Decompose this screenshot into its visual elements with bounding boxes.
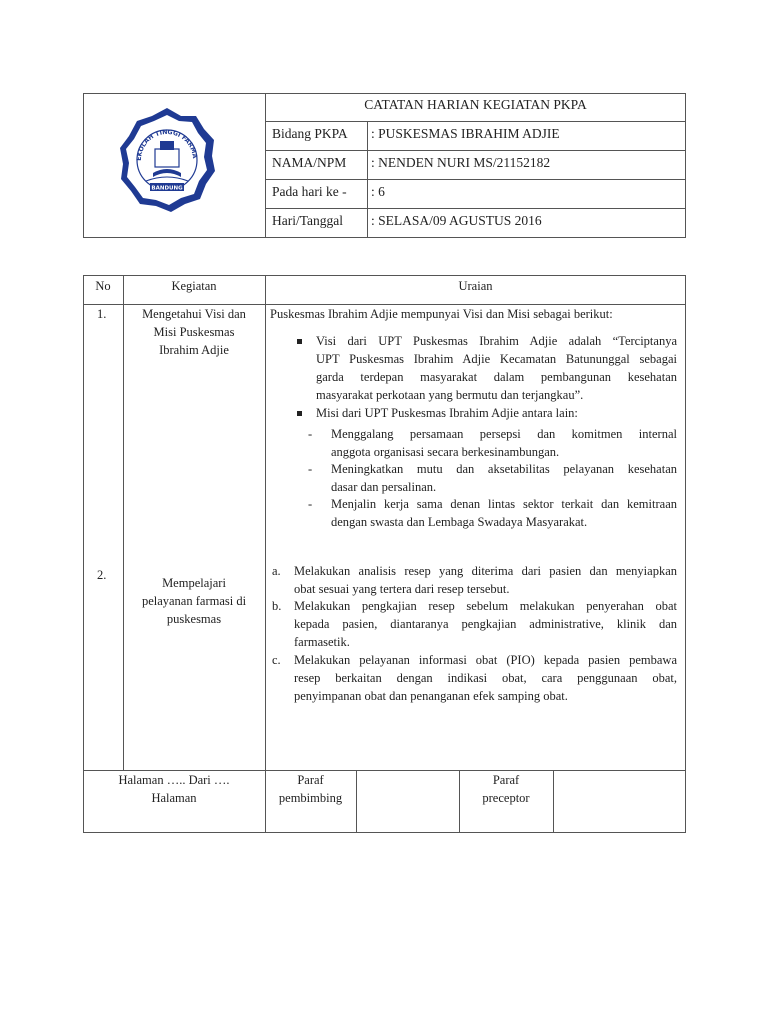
label-hari-ke: Pada hari ke - [272, 184, 347, 199]
dash-marker: - [308, 427, 313, 441]
logo-bottom-text: BANDUNG [151, 185, 183, 192]
misi-item-3: Menjalin kerja sama denan lintas sektor terkait dan kemitraan dengan swasta dan Lembaga Swadaya Masyarakat. [331, 497, 677, 529]
logo-top-text: EKOLAH TINGGI FARMA [135, 128, 199, 162]
misi-item-1: Menggalang persamaan persepsi dan komitmen internal anggota organisasi secara berkesinambungan. [331, 427, 677, 459]
bullet-square-icon [297, 339, 302, 344]
value-bidang: : PUSKESMAS IBRAHIM ADJIE [371, 126, 560, 141]
farmasi-item-b: Melakukan pengkajian resep sebelum melakukan penyerahan obat kepada pasien, diantaranya pengkajian administrative, klinik dan farmasetik. [294, 599, 677, 649]
footer-paraf-pembimbing: Paraf pembimbing [278, 773, 343, 805]
entry-1-intro: Puskesmas Ibrahim Adjie mempunyai Visi dan Misi sebagai berikut: [270, 307, 613, 321]
item-marker-a: a. [272, 564, 281, 578]
column-header-uraian: Uraian [458, 279, 493, 293]
visi-paragraph: Visi dari UPT Puskesmas Ibrahim Adjie adalah “Terciptanya UPT Puskesmas Ibrahim Adjie Kecamatan Batununggal sebagai garda terdepan masyarakat dalam pembangunan kesehatan masyarakat perkotaan yang bermutu dan terjangkau”. [316, 334, 677, 402]
column-header-no: No [95, 279, 111, 293]
footer-halaman: Halaman ….. Dari …. Halaman [118, 773, 230, 805]
column-header-kegiatan: Kegiatan [171, 279, 217, 293]
misi-heading: Misi dari UPT Puskesmas Ibrahim Adjie antara lain: [316, 406, 578, 420]
header-divider [265, 93, 266, 238]
label-bidang: Bidang PKPA [272, 126, 348, 141]
farmasi-item-a: Melakukan analisis resep yang diterima dari pasien dan menyiapkan obat sesuai yang tertera dari resep tersebut. [294, 564, 677, 596]
entry-2-number: 2. [97, 568, 107, 582]
item-marker-c: c. [272, 653, 281, 667]
entry-1-kegiatan: Mengetahui Visi dan Misi Puskesmas Ibrahim Adjie [142, 307, 246, 357]
page-title: CATATAN HARIAN KEGIATAN PKPA [364, 97, 587, 112]
dash-marker: - [308, 497, 313, 511]
item-marker-b: b. [272, 599, 282, 613]
misi-item-2: Meningkatkan mutu dan aksetabilitas pelayanan kesehatan dasar dan persalinan. [331, 462, 677, 494]
entry-2-kegiatan: Mempelajari pelayanan farmasi di puskesmas [141, 576, 247, 626]
footer-paraf-preceptor: Paraf preceptor [482, 773, 530, 805]
logo-emblem [118, 107, 216, 213]
label-tanggal: Hari/Tanggal [272, 213, 344, 228]
value-hari-ke: : 6 [371, 184, 385, 199]
value-nama: : NENDEN NURI MS/21152182 [371, 155, 551, 170]
dash-marker: - [308, 462, 313, 476]
label-nama: NAMA/NPM [272, 155, 347, 170]
institution-logo [118, 107, 216, 213]
value-tanggal: : SELASA/09 AGUSTUS 2016 [371, 213, 542, 228]
farmasi-item-c: Melakukan pelayanan informasi obat (PIO) kepada pasien pembawa resep berkaitan dengan indikasi obat, cara penggunaan obat, penyimpanan obat dan penanganan efek samping obat. [294, 653, 677, 703]
bullet-square-icon [297, 411, 302, 416]
entry-1-number: 1. [97, 307, 107, 321]
